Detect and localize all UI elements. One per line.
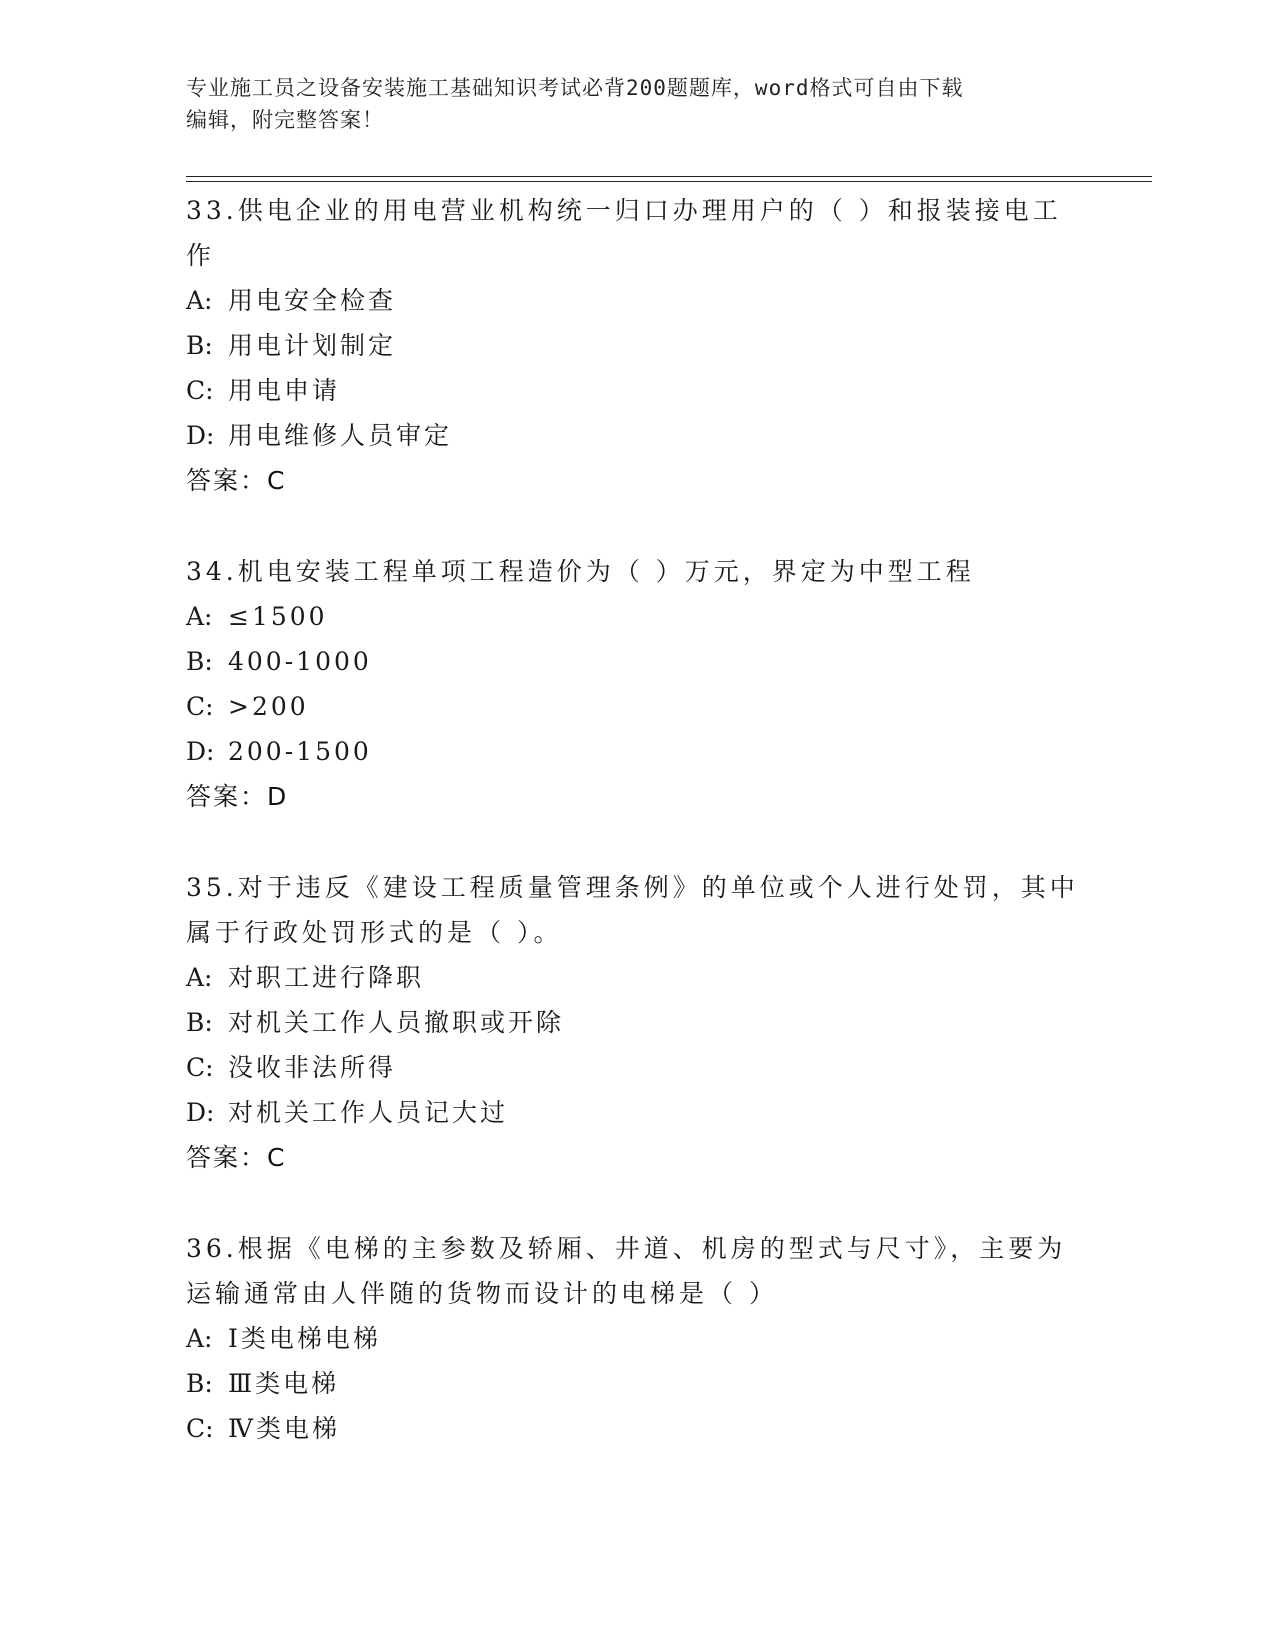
question-33 <box>186 188 1086 503</box>
option-b <box>186 1361 1086 1406</box>
question-list <box>186 188 1086 1497</box>
question-stem: 36.根据《电梯的主参数及轿厢、井道、机房的型式与尺寸》，主要为运输通常由人伴随的货物而设计的电梯是（ ） <box>186 1234 1067 1308</box>
option-text: 用电申请 <box>228 376 341 405</box>
option-text: 400-1000 <box>228 647 372 676</box>
option-text: Ⅰ类电梯电梯 <box>228 1324 381 1353</box>
option-key: C: <box>186 692 214 721</box>
option-text: 用电计划制定 <box>228 331 397 360</box>
option-key: C: <box>186 1053 214 1082</box>
header-line-1: 专业施工员之设备安装施工基础知识考试必背200题题库，word格式可自由下载 <box>186 76 964 100</box>
option-text: Ⅳ类电梯 <box>228 1414 340 1443</box>
answer-line: 答案：C <box>186 1143 287 1172</box>
option-d <box>186 1090 1086 1135</box>
option-text: 对机关工作人员记大过 <box>228 1098 509 1127</box>
option-text: >200 <box>228 692 309 721</box>
question-stem: 34.机电安装工程单项工程造价为（ ）万元，界定为中型工程 <box>186 557 975 586</box>
option-a <box>186 594 1086 639</box>
question-36 <box>186 1226 1086 1451</box>
option-text: 对职工进行降职 <box>228 963 425 992</box>
option-text: 没收非法所得 <box>228 1053 397 1082</box>
question-stem: 33.供电企业的用电营业机构统一归口办理用户的（ ）和报装接电工作 <box>186 196 1062 270</box>
option-key: D: <box>186 421 215 450</box>
option-c <box>186 1406 1086 1451</box>
option-key: B: <box>186 331 213 360</box>
option-d <box>186 413 1086 458</box>
option-c <box>186 368 1086 413</box>
question-stem: 35.对于违反《建设工程质量管理条例》的单位或个人进行处罚，其中属于行政处罚形式的是（ ）。 <box>186 873 1079 947</box>
option-b <box>186 323 1086 368</box>
option-key: A: <box>186 286 213 315</box>
option-b <box>186 1000 1086 1045</box>
option-d <box>186 729 1086 774</box>
option-text: Ⅲ类电梯 <box>228 1369 340 1398</box>
answer-line: 答案：C <box>186 466 287 495</box>
option-text: 用电安全检查 <box>228 286 397 315</box>
option-text: 200-1500 <box>228 737 372 766</box>
option-key: D: <box>186 737 215 766</box>
option-key: B: <box>186 1369 213 1398</box>
option-text: 用电维修人员审定 <box>228 421 453 450</box>
header-rule-bottom <box>186 181 1152 182</box>
question-34 <box>186 549 1086 819</box>
option-key: A: <box>186 1324 213 1353</box>
option-key: A: <box>186 602 213 631</box>
option-key: C: <box>186 1414 214 1443</box>
option-key: D: <box>186 1098 215 1127</box>
document-header <box>186 72 1066 136</box>
option-key: B: <box>186 647 213 676</box>
answer-line: 答案：D <box>186 782 289 811</box>
header-line-2: 编辑，附完整答案！ <box>186 108 384 132</box>
header-rule-top <box>186 176 1152 177</box>
option-key: A: <box>186 963 213 992</box>
option-text: 对机关工作人员撤职或开除 <box>228 1008 565 1037</box>
option-c <box>186 684 1086 729</box>
option-a <box>186 278 1086 323</box>
option-key: B: <box>186 1008 213 1037</box>
option-text: ≤1500 <box>228 602 328 631</box>
option-b <box>186 639 1086 684</box>
option-key: C: <box>186 376 214 405</box>
option-a <box>186 955 1086 1000</box>
option-a <box>186 1316 1086 1361</box>
question-35 <box>186 865 1086 1180</box>
option-c <box>186 1045 1086 1090</box>
